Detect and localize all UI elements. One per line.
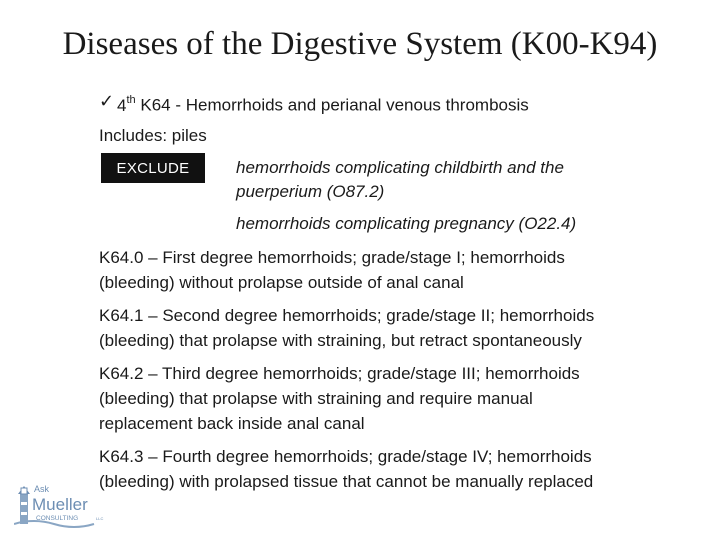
svg-text:CONSULTING: CONSULTING [36, 515, 79, 522]
exclude-line-3: hemorrhoids complicating pregnancy (O22.4) [236, 214, 577, 233]
exclude-line-2: puerperium (O87.2) [236, 182, 385, 201]
svg-text:Ask: Ask [34, 484, 50, 494]
code-line: replacement back inside anal canal [99, 414, 365, 433]
slide-title: Diseases of the Digestive System (K00-K94) [62, 26, 658, 62]
svg-text:LLC: LLC [96, 516, 104, 521]
code-line: K64.1 – Second degree hemorrhoids; grade/stage II; hemorrhoids [99, 306, 595, 325]
exclude-line-1: hemorrhoids complicating childbirth and the [236, 158, 564, 177]
code-line: (bleeding) that prolapse with straining, but retract spontaneously [99, 331, 582, 350]
ordinal: 4th [117, 94, 136, 115]
code-line: K64.0 – First degree hemorrhoids; grade/stage I; hemorrhoids [99, 248, 565, 267]
checkmark-icon: ✓ [99, 91, 115, 111]
code-line: K64.3 – Fourth degree hemorrhoids; grade/stage IV; hemorrhoids [99, 447, 592, 466]
code-header-text: K64 - Hemorrhoids and perianal venous thrombosis [140, 95, 529, 115]
svg-text:Mueller: Mueller [32, 495, 88, 514]
code-line: (bleeding) with prolapsed tissue that cannot be manually replaced [99, 472, 594, 491]
includes-note: Includes: piles [99, 126, 207, 145]
company-logo [14, 472, 106, 532]
code-header [117, 95, 529, 116]
exclude-badge: EXCLUDE [101, 153, 205, 183]
code-line: (bleeding) without prolapse outside of anal canal [99, 273, 464, 292]
code-line: K64.2 – Third degree hemorrhoids; grade/stage III; hemorrhoids [99, 364, 580, 383]
code-line: (bleeding) that prolapse with straining and require manual [99, 389, 533, 408]
